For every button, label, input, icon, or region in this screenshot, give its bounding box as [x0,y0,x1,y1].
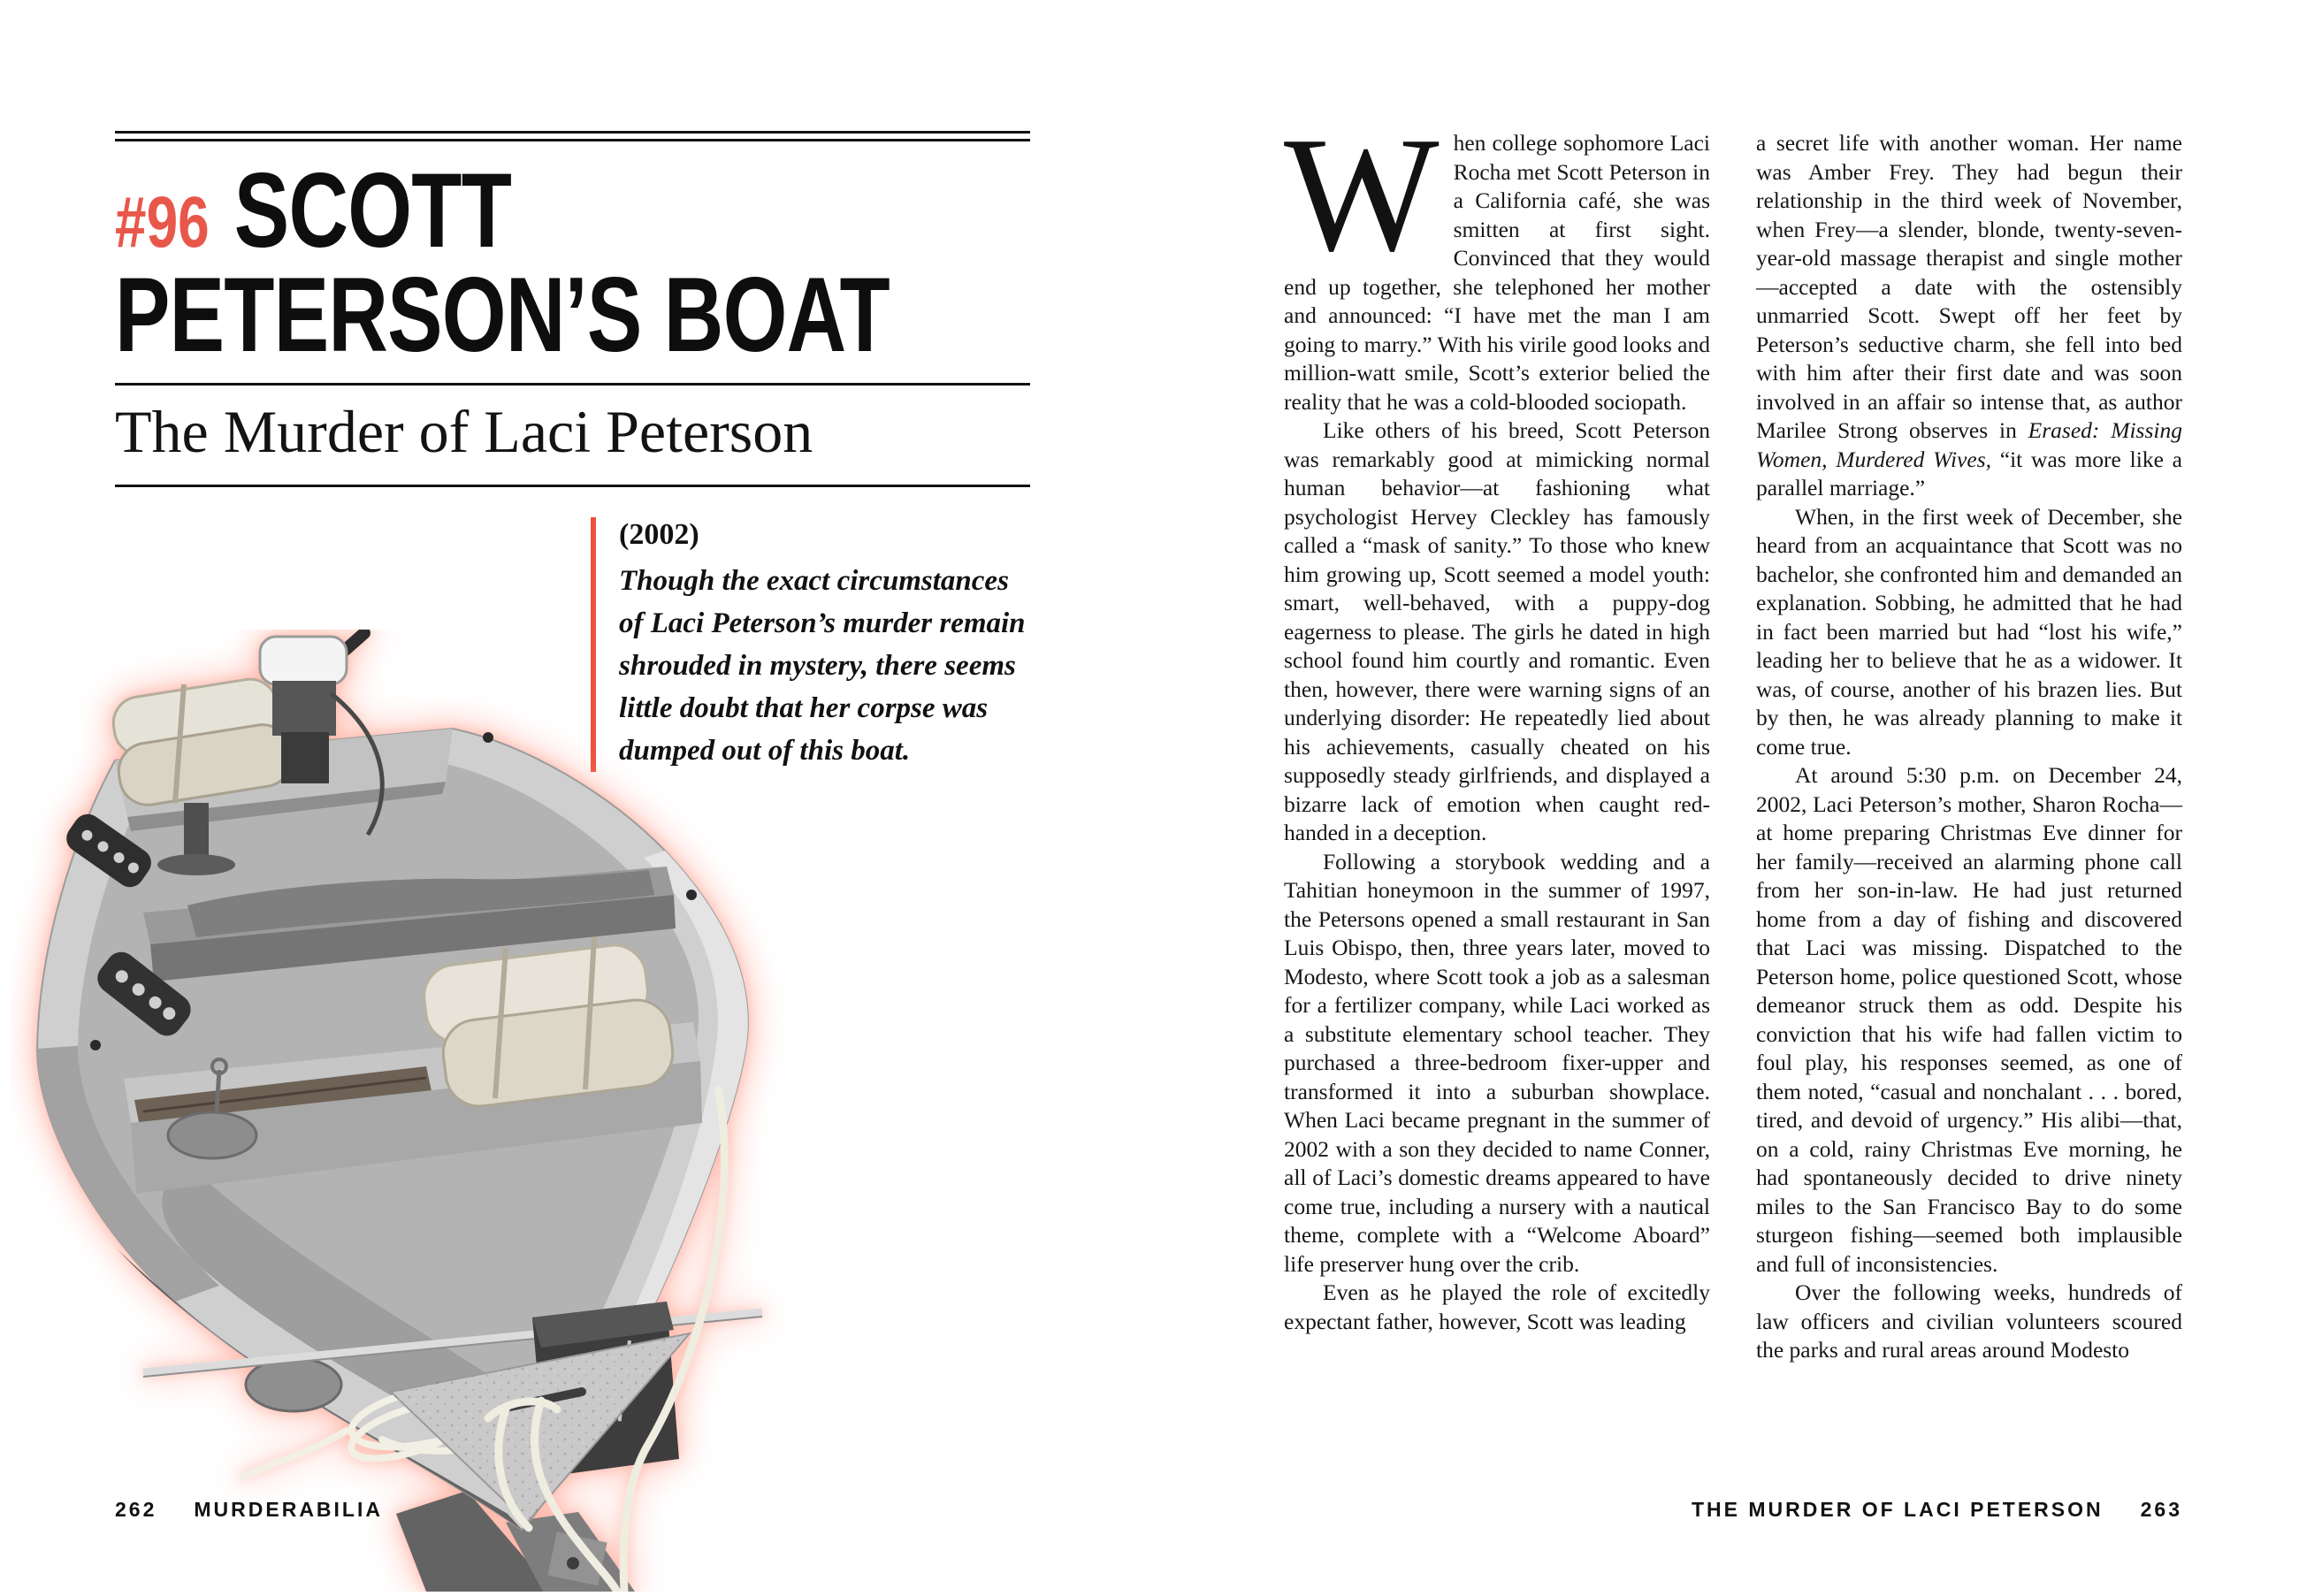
paragraph [1756,129,2182,503]
drop-cap: W [1284,103,1440,286]
paragraph: Even as he played the role of excitedly expectant father, however, Scott was leading [1284,1279,1710,1334]
page-footer-left [115,1498,383,1522]
paragraph [1284,103,1710,416]
paragraph-text: hen college sophomore Laci Rocha met Scott Peterson in a California café, she was smitten at first sight. Convinced that they would end up together, she telephoned her mother and announced: “I have met the man I am going to marry.” With his virile good looks and million-watt smile, Scott’s exterior belied the reality that he was a cold-blooded sociopath. [1284,130,1710,415]
text-column-2 [1756,129,2182,1365]
text-column-1 [1284,103,1710,1336]
paragraph: When, in the first week of December, she heard from an acquaintance that Scott was no bachelor, she confronted him and demanded an explanation. Sobbing, he admitted that he had in fact been married but had “lost his wife,” leading her to believe that he as a widower. It was, of course, another of his brazen lies. But by then, he was already planning to make it come true. [1756,503,2182,760]
folio-left: 262 [115,1498,157,1521]
article-subtitle: The Murder of Laci Peterson [115,398,813,465]
boat-photo-frame [11,630,824,1592]
boat-photo [11,630,824,1592]
title-line-1-row [115,151,829,270]
title-line-1: SCOTT [233,151,512,270]
article-number: #96 [115,182,210,263]
paragraph-text: “it was more like a parallel marriage.” [1756,446,2182,500]
running-head-left: MURDERABILIA [194,1498,383,1521]
title-line-2: PETERSON’S BOAT [115,256,890,374]
page-footer-right [1692,1498,2182,1522]
book-title-citation: Erased: Missing Women, Murdered Wives, [1756,417,2182,472]
subtitle-block [115,383,1030,487]
deck-text: Though the exact circumstances of Laci Peterson’s murder remain shrouded in mystery, there seems little doubt that her corpse was dumped out of this boat. [619,565,1026,767]
article-title [115,151,1030,374]
chapter-header [115,131,1030,487]
paragraph: Following a storybook wedding and a Tahitian honeymoon in the summer of 1997, the Petersons opened a small restaurant in San Luis Obispo, then, three years later, moved to Modesto, where Scott took a job as a salesman for a fertilizer company, while Laci worked as a substitute elementary school teacher. They purchased a three-bedroom fixer-upper and transformed it into a suburban showplace. When Laci became pregnant in the summer of 2002 with a son they decided to name Conner, all of Laci’s domestic dreams appeared to have come true, including a nursery with a nautical theme, complete with a “Welcome Aboard” life preserver hung over the crib. [1284,848,1710,1277]
paragraph: Like others of his breed, Scott Peterson was remarkably good at mimicking normal human behavior—at fashioning what psychologist Hervey Cleckley has famously called a “mask of sanity.” To those who knew him growing up, Scott seemed a model youth: smart, well-behaved, with a puppy-dog eagerness to please. The girls he dated in high school found him courtly and romantic. Even then, however, there were warning signs of an underlying disorder: He repeatedly lied about his achievements, casually cheated on his supposedly steady girlfriends, and displayed a bizarre lack of emotion when caught red-handed in a deception. [1284,417,1710,845]
paragraph: Over the following weeks, hundreds of law officers and civilian volunteers scoured the parks and rural areas around Modesto [1756,1279,2182,1363]
running-head-right: THE MURDER OF LACI PETERSON [1692,1498,2104,1521]
paragraph-text: a secret life with another woman. Her name was Amber Frey. They had begun their relationship in the third week of November, when Frey—a slender, blonde, twenty-seven-year-old massage therapist and single mother—accepted a date with the ostensibly unmarried Scott. Swept off her feet by Peterson’s seductive charm, she fell into bed with him after their first date and was soon involved in an affair so intense that, as author Marilee Strong observes in [1756,130,2182,443]
header-double-rule [115,131,1030,141]
paragraph: At around 5:30 p.m. on December 24, 2002, Laci Peterson’s mother, Sharon Rocha—at home preparing Christmas Eve dinner for her family—received an alarming phone call from her son-in-law. He had just returned home from a day of fishing and discovered that Laci was missing. Dispatched to the Peterson home, police questioned Scott, whose demeanor struck them as odd. Despite his conviction that his wife had fallen victim to foul play, his responses seemed, as one of them noted, “casual and nonchalant . . . bored, tired, and devoid of urgency.” His alibi—that, on a cold, rainy Christmas Eve morning, he had spontaneously decided to drive ninety miles to the San Francisco Bay to do some sturgeon fishing—seemed both implausible and full of inconsistencies. [1756,762,2182,1277]
title-line-2-row [115,256,890,374]
folio-right: 263 [2140,1498,2182,1521]
year-label: (2002) [619,518,699,551]
life-vest-cushion [421,937,676,1110]
